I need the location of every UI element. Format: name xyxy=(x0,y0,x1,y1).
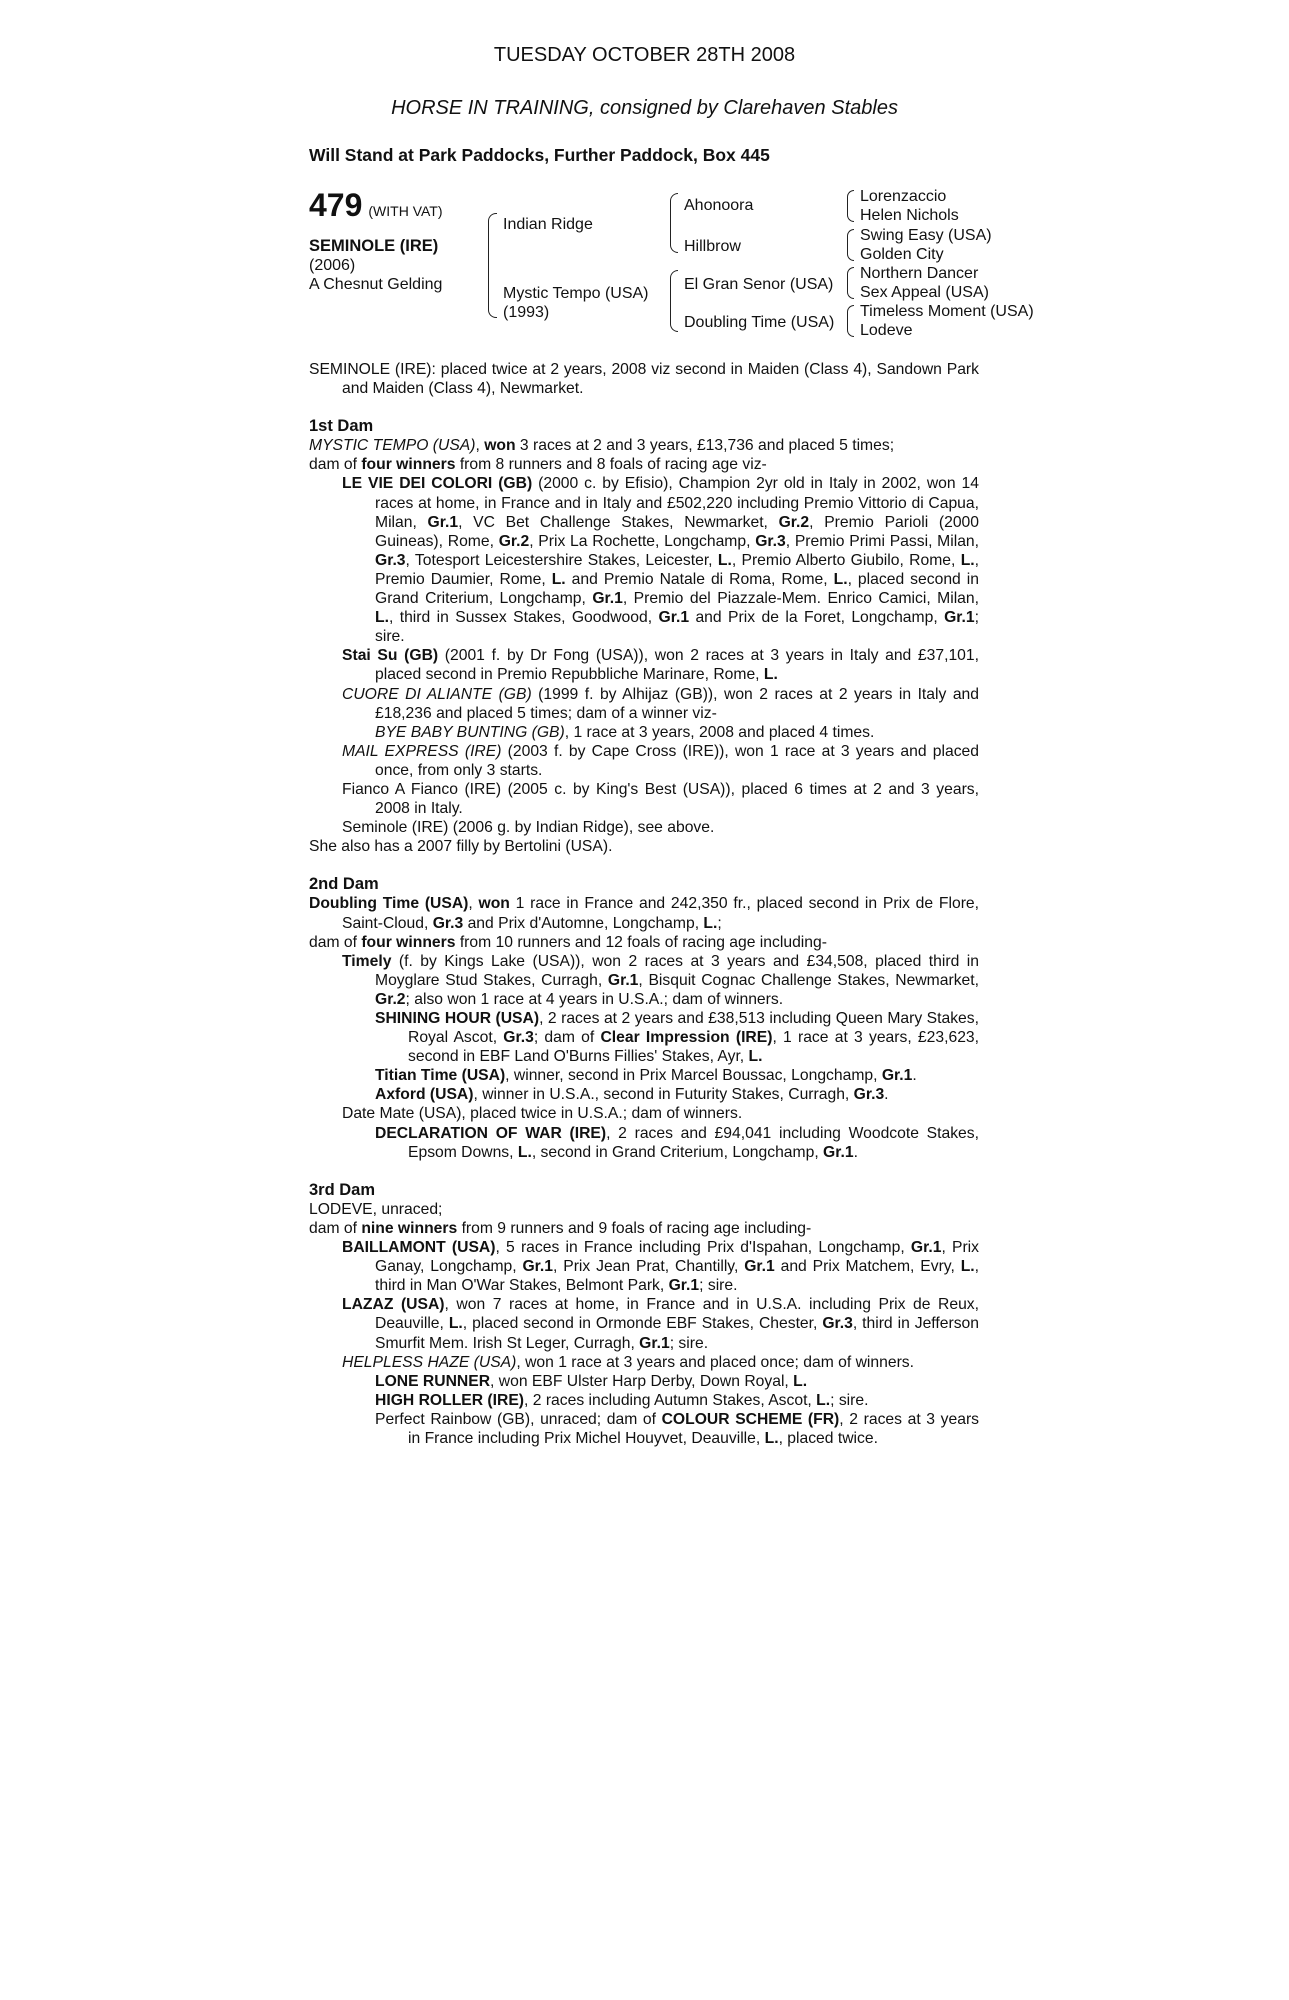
produce-name: LE VIE DEI COLORI (GB) xyxy=(342,475,533,493)
text: , won 7 races at home, in France and in U.S.A. including Prix de Reux, Deauville, xyxy=(375,1296,979,1333)
pedigree-g3-5: Northern Dancer xyxy=(860,265,979,282)
pedigree-g3-6: Sex Appeal (USA) xyxy=(860,284,989,301)
text: , third in Jefferson Smurfit Mem. Irish St Leger, Curragh, xyxy=(375,1315,979,1352)
produce-entry-sub xyxy=(309,1391,979,1410)
produce-name: LONE RUNNER xyxy=(375,1372,491,1390)
first-dam-intro xyxy=(309,436,979,455)
grade-badge: Gr.1 xyxy=(668,1277,700,1295)
text: , 2 races at 3 years in France including Prix Michel Houyvet, Deauville, xyxy=(408,1410,980,1447)
listed-badge: L. xyxy=(517,1143,532,1161)
grade-badge: Gr.1 xyxy=(427,513,459,531)
text: , third in Sussex Stakes, Goodwood, xyxy=(388,609,659,627)
pedigree-g3-8: Lodeve xyxy=(860,322,913,339)
text: Perfect Rainbow (GB), unraced; dam of xyxy=(375,1410,662,1428)
first-dam-heading: 1st Dam xyxy=(309,417,374,436)
pedigree-g3-7: Timeless Moment (USA) xyxy=(860,303,1034,320)
won-label: won xyxy=(484,437,516,455)
text: dam of xyxy=(309,1219,362,1237)
dam-name: MYSTIC TEMPO (USA) xyxy=(309,437,476,455)
text: , second in Grand Criterium, Longchamp, xyxy=(531,1143,824,1161)
text: , VC Bet Challenge Stakes, Newmarket, xyxy=(458,513,779,531)
pedigree-brace-g3-2 xyxy=(847,229,854,261)
pedigree-dam-sire: El Gran Senor (USA) xyxy=(684,276,834,293)
lot-vat-label: (WITH VAT) xyxy=(368,203,443,219)
text: from 8 runners and 8 foals of racing age viz- xyxy=(455,456,767,474)
won-label: won xyxy=(478,895,510,913)
grade-badge: Gr.2 xyxy=(375,990,406,1008)
produce-name: Clear Impression (IRE) xyxy=(600,1029,773,1047)
listed-badge: L. xyxy=(960,551,975,569)
pedigree-dam-year: (1993) xyxy=(503,304,550,321)
text: , placed second in Ormonde EBF Stakes, Chester, xyxy=(462,1315,823,1333)
text: from 9 runners and 9 foals of racing age including- xyxy=(457,1219,812,1237)
produce-entry: Date Mate (USA), placed twice in U.S.A.; dam of winners. xyxy=(342,1105,743,1123)
produce-name: Axford (USA) xyxy=(375,1086,474,1104)
pedigree-g3-4: Golden City xyxy=(860,246,944,263)
grade-badge: Gr.3 xyxy=(853,1086,885,1104)
text: ; dam of xyxy=(533,1029,601,1047)
text: , xyxy=(475,437,480,455)
text: , third in Man O'War Stakes, Belmont Park, xyxy=(375,1258,980,1295)
winners-count: four winners xyxy=(361,456,456,474)
produce-name: Stai Su (GB) xyxy=(342,647,439,665)
text: and Premio Natale di Roma, Rome, xyxy=(565,570,834,588)
produce-entry xyxy=(309,1238,979,1295)
text: (2001 f. by Dr Fong (USA)), won 2 races at 3 years in Italy and £37,101, placed second in Premio Repubbliche Marinare, Rome, xyxy=(375,647,979,684)
produce-name: Timely xyxy=(342,952,392,970)
text: , Bisquit Cognac Challenge Stakes, Newmarket, xyxy=(638,971,979,989)
text: , 5 races in France including Prix d'Ispahan, Longchamp, xyxy=(495,1239,911,1257)
text: ; sire. xyxy=(699,1277,738,1295)
text: , xyxy=(468,895,479,913)
pedigree-sire-sire: Ahonoora xyxy=(684,197,754,214)
pedigree-dam: Mystic Tempo (USA) xyxy=(503,285,649,302)
produce-entry-sub xyxy=(309,1009,979,1066)
text: (2000 c. by Efisio), Champion 2yr old in Italy in 2002, won 14 races at home, in France and in Italy and £502,220 including Premio Vittorio di Capua, Milan, xyxy=(375,475,979,531)
produce-entry xyxy=(309,685,979,723)
produce-name: COLOUR SCHEME (FR) xyxy=(661,1410,840,1428)
produce-note: She also has a 2007 filly by Bertolini (USA). xyxy=(309,838,613,856)
produce-entry-sub xyxy=(309,1085,979,1104)
produce-name: HIGH ROLLER (IRE) xyxy=(375,1391,525,1409)
text: and Prix Matchem, Evry, xyxy=(774,1258,961,1276)
text: , Premio del Piazzale-Mem. Enrico Camici, Milan, xyxy=(622,590,979,608)
text: , placed twice. xyxy=(778,1429,878,1447)
grade-badge: Gr.1 xyxy=(744,1258,775,1276)
text: , winner, second in Prix Marcel Boussac, Longchamp, xyxy=(505,1067,882,1085)
listed-badge: L. xyxy=(703,914,718,932)
text: (f. by Kings Lake (USA)), won 2 races at 3 years and £34,508, placed third in Moyglare Stud Stakes, Curragh, xyxy=(375,952,979,989)
listed-badge: L. xyxy=(793,1372,808,1390)
produce-entry-sub xyxy=(309,1066,979,1085)
second-dam-intro xyxy=(309,894,979,932)
third-dam-heading: 3rd Dam xyxy=(309,1180,376,1199)
grade-badge: Gr.1 xyxy=(910,1239,942,1257)
listed-badge: L. xyxy=(763,666,778,684)
grade-badge: Gr.3 xyxy=(822,1315,853,1333)
listed-badge: L. xyxy=(833,570,848,588)
first-dam-produce-summary xyxy=(309,455,979,474)
text: 1 race in France and 242,350 fr., placed second in Prix de Flore, Saint-Cloud, xyxy=(342,895,979,932)
pedigree-dam-dam: Doubling Time (USA) xyxy=(684,314,835,331)
text: from 10 runners and 12 foals of racing age including- xyxy=(455,933,827,951)
horse-details xyxy=(309,237,442,294)
produce-entry xyxy=(309,952,979,1009)
text: , 1 race at 3 years, £23,623, second in EBF Land O'Burns Fillies' Stakes, Ayr, xyxy=(408,1029,979,1066)
grade-badge: Gr.1 xyxy=(607,971,639,989)
text: (1999 f. by Alhijaz (GB)), won 2 races at 2 years in Italy and £18,236 and placed 5 times; dam of a winner viz- xyxy=(375,685,979,722)
grade-badge: Gr.3 xyxy=(375,551,406,569)
grade-badge: Gr.1 xyxy=(944,609,975,627)
grade-badge: Gr.1 xyxy=(823,1143,854,1161)
winners-count: nine winners xyxy=(361,1219,458,1237)
grade-badge: Gr.1 xyxy=(592,590,623,608)
listed-badge: L. xyxy=(448,1315,463,1333)
text: , Premio Daumier, Rome, xyxy=(375,551,980,588)
text: ; xyxy=(717,914,722,932)
text: (2003 f. by Cape Cross (IRE)), won 1 race at 3 years and placed once, from only 3 starts. xyxy=(375,742,979,779)
pedigree-g3-3: Swing Easy (USA) xyxy=(860,227,992,244)
grade-badge: Gr.2 xyxy=(498,532,530,550)
text: , Premio Primi Passi, Milan, xyxy=(785,532,980,550)
text: . xyxy=(884,1086,889,1104)
text: , 2 races including Autumn Stakes, Ascot, xyxy=(524,1391,817,1409)
produce-entry-sub xyxy=(309,1410,979,1448)
text: dam of xyxy=(309,933,362,951)
text: ; sire. xyxy=(375,609,979,646)
pedigree-brace-dam xyxy=(670,270,678,332)
text: , Prix Ganay, Longchamp, xyxy=(375,1239,980,1276)
produce-entry xyxy=(309,1353,979,1372)
produce-entry xyxy=(309,1295,979,1352)
produce-entry-sub xyxy=(309,723,979,742)
produce-name: BYE BABY BUNTING (GB) xyxy=(375,723,565,741)
lot-number: 479 xyxy=(309,187,363,223)
produce-entry: Seminole (IRE) (2006 g. by Indian Ridge), see above. xyxy=(342,819,715,837)
text: . xyxy=(912,1067,917,1085)
grade-badge: Gr.3 xyxy=(755,532,786,550)
grade-badge: Gr.2 xyxy=(778,513,810,531)
text: ; sire. xyxy=(669,1334,709,1352)
grade-badge: Gr.3 xyxy=(503,1029,534,1047)
pedigree-brace-g3-4 xyxy=(847,305,854,337)
pedigree-sire: Indian Ridge xyxy=(503,216,593,233)
pedigree-g3-1: Lorenzaccio xyxy=(860,188,947,205)
text: , 2 races and £94,041 including Woodcote Stakes, Epsom Downs, xyxy=(408,1124,979,1161)
listed-badge: L. xyxy=(375,609,389,627)
listed-badge: L. xyxy=(764,1429,779,1447)
third-dam-produce-summary xyxy=(309,1219,979,1238)
grade-badge: Gr.1 xyxy=(658,609,690,627)
horse-year: (2006) xyxy=(309,257,356,274)
catalogue-body xyxy=(309,360,979,1448)
produce-entry xyxy=(309,742,979,780)
text: , Premio Alberto Giubilo, Rome, xyxy=(731,551,961,569)
pedigree-brace-sire xyxy=(670,193,678,253)
race-summary: SEMINOLE (IRE): placed twice at 2 years, 2008 viz second in Maiden (Class 4), Sandown Park and Maiden (Class 4), Newmarket. xyxy=(309,361,979,398)
horse-description: A Chesnut Gelding xyxy=(309,276,443,293)
text: , Premio Parioli (2000 Guineas), Rome, xyxy=(375,513,979,550)
listed-badge: L. xyxy=(960,1258,975,1276)
listed-badge: L. xyxy=(717,551,732,569)
produce-name: CUORE DI ALIANTE (GB) xyxy=(342,685,532,703)
sale-date: TUESDAY OCTOBER 28TH 2008 xyxy=(493,44,796,66)
horse-name: SEMINOLE (IRE) xyxy=(309,237,439,255)
grade-badge: Gr.3 xyxy=(432,914,464,932)
text: , won 1 race at 3 years and placed once; dam of winners. xyxy=(516,1353,915,1371)
text: ; sire. xyxy=(830,1391,869,1409)
produce-entry xyxy=(309,646,979,684)
second-dam-produce-summary xyxy=(309,933,979,952)
listed-badge: L. xyxy=(816,1391,831,1409)
produce-entry: Fianco A Fianco (IRE) (2005 c. by King's Best (USA)), placed 6 times at 2 and 3 years, 2008 in Italy. xyxy=(342,780,979,818)
pedigree-brace-main xyxy=(488,213,497,318)
listed-badge: L. xyxy=(551,570,566,588)
grade-badge: Gr.1 xyxy=(881,1067,913,1085)
produce-entry xyxy=(309,474,979,646)
second-dam-heading: 2nd Dam xyxy=(309,875,379,894)
pedigree-brace-g3-3 xyxy=(847,267,854,299)
text: , placed second in Grand Criterium, Longchamp, xyxy=(375,570,979,608)
produce-entry-sub xyxy=(309,1372,979,1391)
text: , 2 races at 2 years and £38,513 including Queen Mary Stakes, Royal Ascot, xyxy=(408,1010,979,1047)
text: , winner in U.S.A., second in Futurity Stakes, Curragh, xyxy=(473,1086,854,1104)
grade-badge: Gr.1 xyxy=(522,1258,554,1276)
third-dam-intro: LODEVE, unraced; xyxy=(309,1200,443,1218)
produce-name: DECLARATION OF WAR (IRE) xyxy=(375,1124,607,1142)
text: , Totesport Leicestershire Stakes, Leicester, xyxy=(405,551,718,569)
text: , 1 race at 3 years, 2008 and placed 4 times. xyxy=(564,723,875,741)
text: , won EBF Ulster Harp Derby, Down Royal, xyxy=(490,1372,794,1390)
stand-location: Will Stand at Park Paddocks, Further Paddock, Box 445 xyxy=(309,145,770,165)
produce-name: SHINING HOUR (USA) xyxy=(375,1010,540,1027)
pedigree-g3-2: Helen Nichols xyxy=(860,207,959,224)
consignment-line: HORSE IN TRAINING, consigned by Clarehaven Stables xyxy=(391,97,898,119)
lot-heading xyxy=(309,187,443,224)
text: , Prix La Rochette, Longchamp, xyxy=(529,532,756,550)
pedigree-sire-dam: Hillbrow xyxy=(684,238,741,255)
produce-name: Titian Time (USA) xyxy=(375,1067,506,1085)
listed-badge: L. xyxy=(748,1048,763,1066)
produce-entry-sub xyxy=(309,1124,979,1162)
text: ; also won 1 race at 4 years in U.S.A.; dam of winners. xyxy=(405,990,784,1008)
text: . xyxy=(853,1143,858,1161)
grade-badge: Gr.1 xyxy=(639,1334,670,1352)
produce-name: LAZAZ (USA) xyxy=(342,1296,445,1314)
text: dam of xyxy=(309,456,362,474)
text: 3 races at 2 and 3 years, £13,736 and placed 5 times; xyxy=(515,437,895,455)
produce-name: BAILLAMONT (USA) xyxy=(342,1239,496,1257)
produce-name: MAIL EXPRESS (IRE) xyxy=(342,742,502,760)
produce-name: HELPLESS HAZE (USA) xyxy=(342,1353,517,1371)
winners-count: four winners xyxy=(361,933,456,951)
text: , Prix Jean Prat, Chantilly, xyxy=(553,1258,745,1276)
dam-name: Doubling Time (USA) xyxy=(309,895,469,913)
text: and Prix de la Foret, Longchamp, xyxy=(689,609,945,627)
pedigree-brace-g3-1 xyxy=(847,190,854,222)
text: and Prix d'Automne, Longchamp, xyxy=(463,914,704,932)
